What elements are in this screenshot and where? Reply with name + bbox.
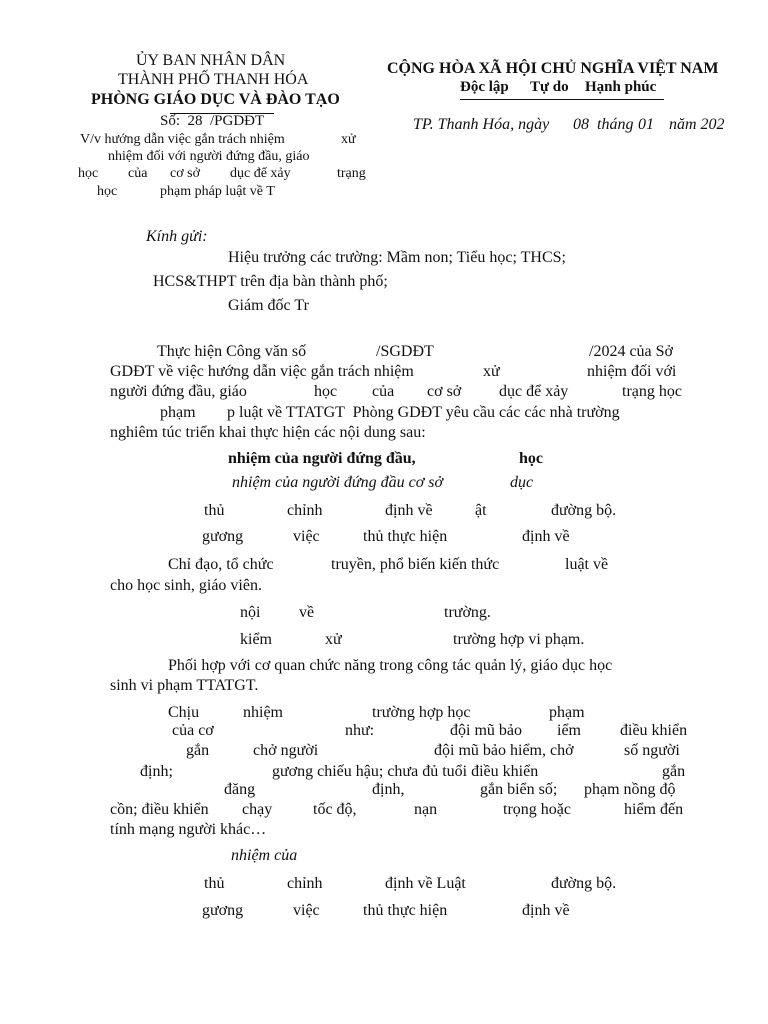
s1-line1-d: ật bbox=[475, 502, 487, 519]
s2-line1-a: thủ bbox=[204, 875, 225, 892]
place-date-prefix: TP. Thanh Hóa, ngày bbox=[413, 116, 550, 133]
s1-line2-b: việc bbox=[293, 528, 320, 545]
chiu-1-a: Chịu bbox=[168, 704, 200, 721]
chiu-1-c: trường hợp học bbox=[372, 704, 471, 721]
heading-1-b: học bbox=[519, 450, 543, 467]
s1-line2-d: định về bbox=[522, 528, 570, 545]
recipient-line-1: Hiệu trưởng các trường: Mầm non; Tiểu học; THCS; bbox=[228, 249, 566, 266]
intro-4-b: p luật về TTATGT Phòng GDĐT yêu cầu các các nhà trường bbox=[227, 404, 620, 421]
subject-line-3-d: dục để xảy bbox=[230, 166, 291, 181]
chiu-3-b: chở người bbox=[253, 742, 319, 759]
date-month-label: tháng bbox=[597, 116, 634, 133]
intro-4-a: phạm bbox=[160, 404, 196, 421]
chiu-6-d: nạn bbox=[414, 801, 438, 818]
s2-line2-c: thủ thực hiện bbox=[363, 902, 448, 919]
motto-happiness: Hạnh phúc bbox=[585, 79, 657, 95]
subject-line-4-b: phạm pháp luật về T bbox=[160, 184, 275, 199]
chiu-6-a: cồn; điều khiển bbox=[110, 801, 209, 818]
s1-line1-c: định về bbox=[385, 502, 433, 519]
s1-line3-a: nội bbox=[240, 604, 261, 621]
s2-line2-a: gương bbox=[202, 902, 244, 919]
agency-department: PHÒNG GIÁO DỤC VÀ ĐÀO TẠO bbox=[91, 91, 340, 108]
intro-3-a: người đứng đầu, giáo bbox=[110, 383, 247, 400]
chiu-4-a: định; bbox=[140, 763, 173, 780]
salutation: Kính gửi: bbox=[146, 228, 208, 245]
chiu-2-a: của cơ bbox=[172, 722, 214, 739]
chiu-6-c: tốc độ, bbox=[313, 801, 357, 818]
s1-line1-a: thủ bbox=[204, 502, 225, 519]
intro-3-c: của bbox=[372, 383, 395, 400]
intro-3-e: dục để xảy bbox=[499, 383, 569, 400]
intro-2-a: GDĐT về việc hướng dẫn việc gắn trách nhiệm bbox=[110, 363, 414, 380]
chiu-2-e: điều khiển bbox=[620, 722, 688, 739]
chiu-5-c: gắn biển số; bbox=[480, 781, 558, 798]
agency-city: THÀNH PHỐ THANH HÓA bbox=[118, 71, 309, 88]
chiu-7: tính mạng người khác… bbox=[110, 821, 267, 838]
s2-line1-b: chỉnh bbox=[287, 875, 323, 892]
chiu-3-c: đội mũ bảo hiểm, chở bbox=[434, 742, 574, 759]
sub-heading-1-b: dục bbox=[510, 474, 534, 491]
s1-line3-b: về bbox=[299, 604, 315, 621]
subject-line-1-b: xử bbox=[341, 132, 356, 147]
chiu-2-c: đội mũ bảo bbox=[450, 722, 522, 739]
chiu-5-a: đăng bbox=[224, 781, 256, 798]
intro-3-d: cơ sở bbox=[427, 383, 462, 400]
chiu-3-d: số người bbox=[624, 742, 680, 759]
s2-line2-d: định về bbox=[522, 902, 570, 919]
chiu-4-c: gắn bbox=[662, 763, 686, 780]
recipient-line-3: Giám đốc Tr bbox=[228, 297, 309, 314]
motto-independence: Độc lập bbox=[460, 79, 509, 95]
s1-line3-c: trường. bbox=[444, 604, 491, 621]
date-month: 01 bbox=[638, 116, 654, 133]
intro-2-c: nhiệm đối với bbox=[587, 363, 677, 380]
chiu-3-a: gắn bbox=[186, 742, 210, 759]
chiu-5-b: định, bbox=[372, 781, 405, 798]
s1-line1-b: chỉnh bbox=[287, 502, 323, 519]
phoihop-b: sinh vi phạm TTATGT. bbox=[110, 677, 259, 694]
chiu-2-b: như: bbox=[345, 722, 375, 739]
chiu-6-e: trọng hoặc bbox=[503, 801, 571, 818]
intro-3-b: học bbox=[314, 383, 338, 400]
date-year: năm 202 bbox=[669, 116, 725, 133]
chidao-c: luật về bbox=[565, 556, 609, 573]
s1-line1-e: đường bộ. bbox=[551, 502, 617, 519]
motto-underline bbox=[460, 99, 664, 100]
s1-line4-c: trường hợp vi phạm. bbox=[453, 631, 585, 648]
s1-line2-c: thủ thực hiện bbox=[363, 528, 448, 545]
phoihop-a: Phối hợp với cơ quan chức năng trong công tác quản lý, giáo dục học bbox=[168, 657, 613, 674]
subject-line-3-b: của bbox=[128, 166, 148, 181]
sub-heading-2: nhiệm của bbox=[231, 847, 298, 864]
motto-freedom: Tự do bbox=[530, 79, 569, 95]
chiu-1-d: phạm bbox=[549, 704, 585, 721]
intro-1-c: /2024 của Sở bbox=[589, 343, 674, 360]
chidao-d: cho học sinh, giáo viên. bbox=[110, 577, 262, 594]
document-number: Số: 28 /PGDĐT bbox=[160, 113, 265, 129]
chidao-a: Chỉ đạo, tổ chức bbox=[168, 556, 274, 573]
intro-2-b: xử bbox=[483, 363, 500, 380]
subject-line-4-a: học bbox=[97, 184, 118, 199]
s1-line4-b: xử bbox=[325, 631, 342, 648]
chiu-1-b: nhiệm bbox=[243, 704, 283, 721]
subject-line-3-a: học bbox=[78, 166, 99, 181]
subject-line-2: nhiệm đối với người đứng đầu, giáo bbox=[108, 149, 310, 164]
recipient-line-2: HCS&THPT trên địa bàn thành phố; bbox=[153, 273, 388, 290]
subject-line-3-e: trạng bbox=[337, 166, 366, 181]
date-day: 08 bbox=[573, 116, 589, 133]
intro-3-f: trạng học bbox=[622, 383, 682, 400]
intro-5: nghiêm túc triển khai thực hiện các nội dung sau: bbox=[110, 424, 426, 441]
s2-line1-c: định về Luật bbox=[385, 875, 466, 892]
chiu-6-f: hiểm đến bbox=[624, 801, 684, 818]
chiu-6-b: chạy bbox=[242, 801, 273, 818]
chiu-5-d: phạm nồng độ bbox=[584, 781, 676, 798]
s1-line2-a: gương bbox=[202, 528, 244, 545]
sub-heading-1-a: nhiệm của người đứng đầu cơ sở bbox=[232, 474, 444, 491]
s2-line1-d: đường bộ. bbox=[551, 875, 617, 892]
heading-1-a: nhiệm của người đứng đầu, bbox=[228, 450, 416, 467]
chidao-b: truyền, phổ biến kiến thức bbox=[331, 556, 500, 573]
agency-parent: ỦY BAN NHÂN DÂN bbox=[136, 52, 286, 69]
chiu-4-b: gương chiếu hậu; chưa đủ tuổi điều khiển bbox=[272, 763, 539, 780]
national-title: CỘNG HÒA XÃ HỘI CHỦ NGHĨA VIỆT NAM bbox=[387, 60, 719, 77]
intro-1-b: /SGDĐT bbox=[376, 343, 434, 360]
s1-line4-a: kiểm bbox=[240, 631, 272, 648]
intro-1-a: Thực hiện Công văn số bbox=[157, 343, 307, 360]
subject-line-3-c: cơ sở bbox=[170, 166, 200, 181]
subject-line-1-a: V/v hướng dẫn việc gắn trách nhiệm bbox=[80, 132, 285, 147]
chiu-2-d: iểm bbox=[557, 722, 581, 739]
s2-line2-b: việc bbox=[293, 902, 320, 919]
